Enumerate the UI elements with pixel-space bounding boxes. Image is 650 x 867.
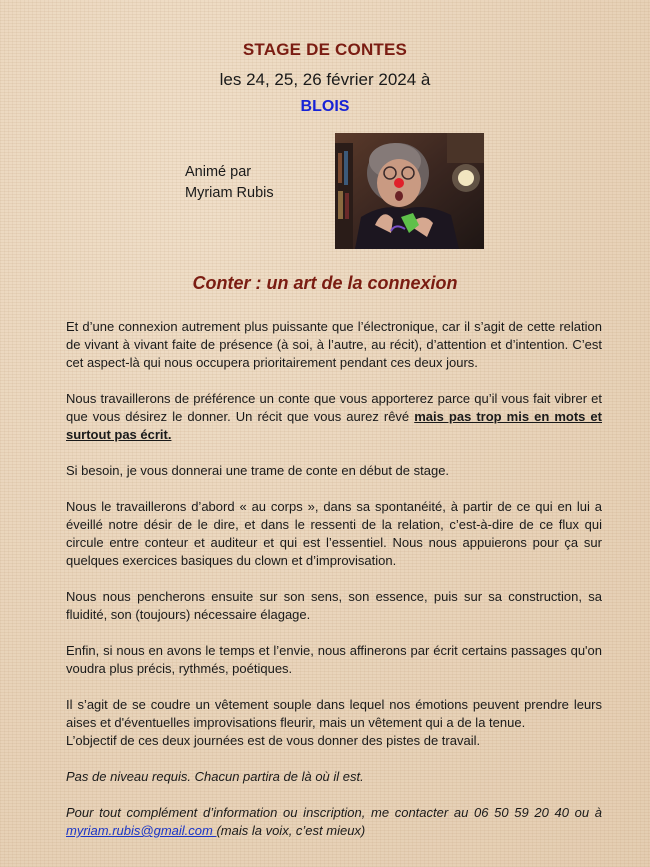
animator-name: Myriam Rubis bbox=[185, 185, 274, 201]
stage-title: STAGE DE CONTES bbox=[242, 40, 408, 59]
contact-note: (mais la voix, c’est mieux) bbox=[216, 823, 366, 838]
paragraph-sens: Nous nous pencherons ensuite sur son sens, son essence, puis sur sa construction, sa fluidité, son (toujours) nécessaire élagage. bbox=[66, 589, 602, 622]
description-body bbox=[66, 318, 602, 858]
animator-photo bbox=[335, 133, 484, 249]
paragraph-contact bbox=[66, 804, 602, 840]
paragraph-ecrit: Enfin, si nous en avons le temps et l’envie, nous affinerons par écrit certains passages qu'on voudra plus précis, rythmés, poétiques. bbox=[66, 643, 602, 676]
contact-text: Pour tout complément d’information ou inscription, me contacter au 06 50 59 20 40 ou à bbox=[66, 805, 602, 820]
paragraph-vetement: Il s’agit de se coudre un vêtement souple dans lequel nos émotions peuvent prendre leurs aises et d'éventuelles improvisations fleurir, mais un vêtement qui a de la tenue. bbox=[66, 697, 602, 730]
animator-label: Animé par bbox=[185, 164, 252, 180]
paragraph-conte bbox=[66, 390, 602, 444]
paragraph-trame: Si besoin, je vous donnerai une trame de conte en début de stage. bbox=[66, 463, 450, 478]
paragraph-objectif: L’objectif de ces deux journées est de vous donner des pistes de travail. bbox=[66, 733, 481, 748]
animator-credit bbox=[185, 162, 274, 204]
stage-dates: les 24, 25, 26 février 2024 à bbox=[219, 70, 431, 89]
stage-city: BLOIS bbox=[300, 98, 350, 115]
paragraph-niveau: Pas de niveau requis. Chacun partira de là où il est. bbox=[66, 769, 364, 784]
paragraph-conte-emphasis: mais pas trop mis en mots et surtout pas écrit. bbox=[66, 409, 602, 442]
paragraph-conte-text: Nous travaillerons de préférence un conte que vous apporterez parce qu’il vous fait vibrer et que vous désirez le donner. Un récit que vous aurez rêvé bbox=[66, 391, 602, 424]
email-link[interactable]: myriam.rubis@gmail.com bbox=[66, 823, 217, 838]
stage-subtitle: Conter : un art de la connexion bbox=[192, 273, 458, 293]
paragraph-connexion: Et d’une connexion autrement plus puissante que l’électronique, car il s’agit de cette relation de vivant à vivant faite de présence (à soi, à l’autre, au récit), d’attention et d’intention. C’est cet aspect-là qui nous occupera prioritairement pendant ces deux jours. bbox=[66, 319, 602, 370]
paragraph-corps: Nous le travaillerons d’abord « au corps », dans sa spontanéité, à partir de ce qui en lui a éveillé notre désir de le dire, et dans le ressenti de la relation, c’est-à-dire de ce flux qui circule entre conteur et auditeur et qui est l’essentiel. Nous nous appuierons pour ça sur quelques exercices basiques du clown et d’improvisation. bbox=[66, 499, 602, 568]
